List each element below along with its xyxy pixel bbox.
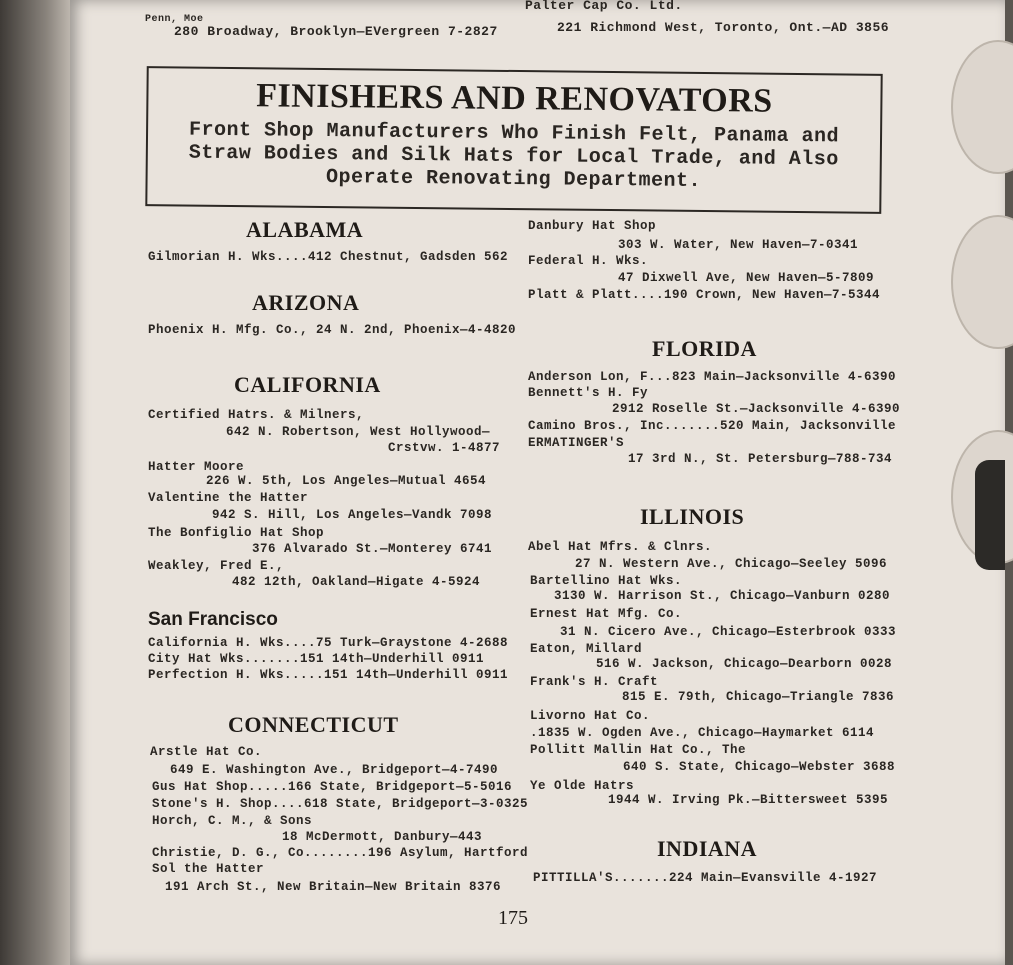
heading-arizona: ARIZONA — [252, 290, 360, 315]
listing-entry: Christie, D. G., Co........196 Asylum, Hartford — [152, 846, 529, 860]
listing-entry: 3130 W. Harrison St., Chicago—Vanburn 0280 — [554, 589, 891, 603]
listing-entry: Livorno Hat Co. — [530, 709, 651, 723]
top-left-name: Penn, Moe — [145, 14, 204, 25]
listing-entry: 31 N. Cicero Ave., Chicago—Esterbrook 0333 — [560, 625, 897, 639]
listing-entry: Platt & Platt....190 Crown, New Haven—7-5344 — [528, 288, 881, 302]
top-right-name: Palter Cap Co. Ltd. — [525, 0, 683, 13]
listing-entry: Hatter Moore — [148, 460, 245, 474]
listing-entry: Crstvw. 1-4877 — [388, 441, 501, 455]
listing-entry: Certified Hatrs. & Milners, — [148, 408, 365, 422]
index-tab-1 — [951, 40, 1013, 174]
listing-entry: Anderson Lon, F...823 Main—Jacksonville 4-6390 — [528, 370, 897, 384]
heading-san-francisco: San Francisco — [148, 609, 278, 630]
listing-entry: .1835 W. Ogden Ave., Chicago—Haymarket 6114 — [530, 726, 875, 740]
listing-entry: Gus Hat Shop.....166 State, Bridgeport—5-5016 — [152, 780, 513, 794]
heading-alabama: ALABAMA — [246, 217, 364, 242]
listing-entry: Gilmorian H. Wks....412 Chestnut, Gadsden 562 — [148, 250, 509, 264]
section-banner — [145, 66, 882, 214]
listing-entry: 191 Arch St., New Britain—New Britain 8376 — [165, 880, 502, 894]
banner-title: FINISHERS AND RENOVATORS — [256, 77, 773, 120]
listing-entry: 376 Alvarado St.—Monterey 6741 — [252, 542, 493, 556]
heading-indiana: INDIANA — [657, 836, 758, 861]
index-tab-dark — [975, 460, 1005, 570]
listing-entry: ERMATINGER'S — [528, 436, 625, 450]
listing-entry: Ye Olde Hatrs — [530, 779, 635, 793]
book-spine — [0, 0, 78, 965]
listing-entry: Stone's H. Shop....618 State, Bridgeport—3-0325 — [152, 797, 529, 811]
listing-entry: Horch, C. M., & Sons — [152, 814, 313, 828]
listing-entry: Bennett's H. Fy — [528, 386, 649, 400]
top-left-address: 280 Broadway, Brooklyn—EVergreen 7-2827 — [174, 24, 498, 39]
heading-florida: FLORIDA — [652, 336, 757, 361]
listing-entry: City Hat Wks.......151 14th—Underhill 0911 — [148, 652, 485, 666]
listing-entry: The Bonfiglio Hat Shop — [148, 526, 325, 540]
listing-entry: 482 12th, Oakland—Higate 4-5924 — [232, 575, 481, 589]
listing-entry: 649 E. Washington Ave., Bridgeport—4-7490 — [170, 763, 499, 777]
listing-entry: 640 S. State, Chicago—Webster 3688 — [623, 760, 896, 774]
listing-entry: Federal H. Wks. — [528, 254, 649, 268]
listing-entry: Ernest Hat Mfg. Co. — [530, 607, 683, 621]
listing-entry: Weakley, Fred E., — [148, 559, 285, 573]
listing-entry: 17 3rd N., St. Petersburg—788-734 — [628, 452, 893, 466]
index-tabs-edge — [935, 0, 1005, 965]
listing-entry: Arstle Hat Co. — [150, 745, 263, 759]
listing-entry: Frank's H. Craft — [530, 675, 659, 689]
listing-entry: 226 W. 5th, Los Angeles—Mutual 4654 — [206, 474, 487, 488]
listing-entry: Bartellino Hat Wks. — [530, 574, 683, 588]
heading-california: CALIFORNIA — [234, 372, 381, 397]
listing-entry: Phoenix H. Mfg. Co., 24 N. 2nd, Phoenix—4-4820 — [148, 323, 517, 337]
listing-entry: Pollitt Mallin Hat Co., The — [530, 743, 747, 757]
listing-entry: Danbury Hat Shop — [528, 219, 657, 233]
index-tab-2 — [951, 215, 1013, 349]
listing-entry: Valentine the Hatter — [148, 491, 309, 505]
listing-entry: Eaton, Millard — [530, 642, 643, 656]
top-right-address: 221 Richmond West, Toronto, Ont.—AD 3856 — [557, 20, 890, 35]
listing-entry: 18 McDermott, Danbury—443 — [282, 830, 483, 844]
heading-illinois: ILLINOIS — [640, 504, 745, 529]
banner-subtitle: Front Shop Manufacturers Who Finish Felt, Panama and Straw Bodies and Silk Hats for Local Trade, and Also Operate Renovating Department. — [188, 118, 840, 193]
listing-entry: 815 E. 79th, Chicago—Triangle 7836 — [622, 690, 895, 704]
listing-entry: Sol the Hatter — [152, 862, 265, 876]
heading-connecticut: CONNECTICUT — [228, 712, 399, 737]
listing-entry: 1944 W. Irving Pk.—Bittersweet 5395 — [608, 793, 889, 807]
listing-entry: PITTILLA'S.......224 Main—Evansville 4-1927 — [533, 871, 878, 885]
listing-entry: California H. Wks....75 Turk—Graystone 4-2688 — [148, 636, 509, 650]
listing-entry: 942 S. Hill, Los Angeles—Vandk 7098 — [212, 508, 493, 522]
listing-entry: 642 N. Robertson, West Hollywood— — [226, 425, 491, 439]
listing-entry: Abel Hat Mfrs. & Clnrs. — [528, 540, 713, 554]
listing-entry: 2912 Roselle St.—Jacksonville 4-6390 — [612, 402, 901, 416]
listing-entry: Camino Bros., Inc.......520 Main, Jacksonville — [528, 419, 897, 433]
page-number: 175 — [498, 907, 528, 929]
listing-entry: 303 W. Water, New Haven—7-0341 — [618, 238, 859, 252]
listing-entry: Perfection H. Wks.....151 14th—Underhill 0911 — [148, 668, 509, 682]
listing-entry: 27 N. Western Ave., Chicago—Seeley 5096 — [575, 557, 888, 571]
listing-entry: 47 Dixwell Ave, New Haven—5-7809 — [618, 271, 875, 285]
listing-entry: 516 W. Jackson, Chicago—Dearborn 0028 — [596, 657, 893, 671]
